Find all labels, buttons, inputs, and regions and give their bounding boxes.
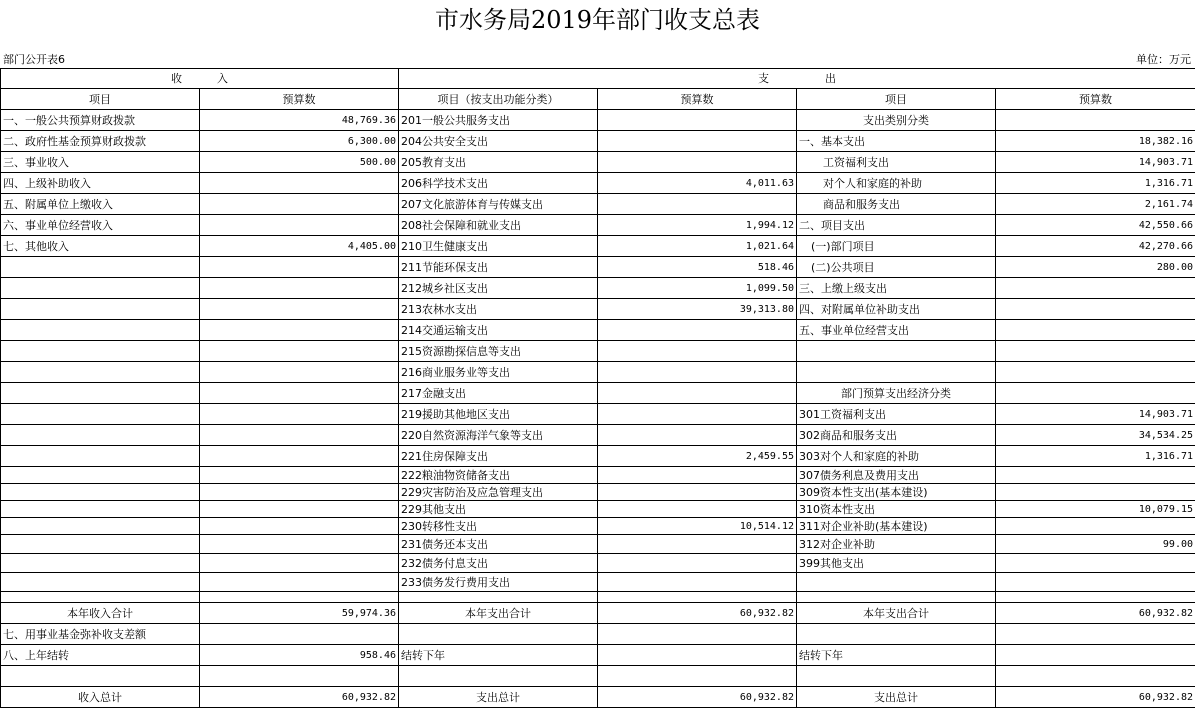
econ-item-value: 1,316.71 — [996, 173, 1195, 194]
func-item-value — [598, 425, 797, 446]
func-item-value: 1,994.12 — [598, 215, 797, 236]
income-item-label — [1, 467, 200, 484]
func-item-value — [598, 467, 797, 484]
table-row — [1, 404, 1195, 425]
econ-item-label: 四、对附属单位补助支出 — [797, 299, 996, 320]
econ-item-label: 310资本性支出 — [797, 501, 996, 518]
econ-item-value: 18,382.16 — [996, 131, 1195, 152]
econ-item-value: 1,316.71 — [996, 446, 1195, 467]
expense-grand-total-label: 支出总计 — [399, 687, 598, 708]
econ-item-value — [996, 362, 1195, 383]
func-item-value — [598, 484, 797, 501]
income-grand-total-label: 收入总计 — [1, 687, 200, 708]
col-header-item-func: 项目（按支出功能分类） — [399, 89, 598, 110]
econ-item-value: 14,903.71 — [996, 404, 1195, 425]
func-item-value — [598, 362, 797, 383]
col-header-budget: 预算数 — [598, 89, 797, 110]
income-item-value — [200, 173, 399, 194]
func-item-label: 220自然资源海洋气象等支出 — [399, 425, 598, 446]
econ-item-value — [996, 484, 1195, 501]
func-item-label: 210卫生健康支出 — [399, 236, 598, 257]
func-item-label: 215资源勘探信息等支出 — [399, 341, 598, 362]
econ-item-label: 二、项目支出 — [797, 215, 996, 236]
econ-item-label: 部门预算支出经济分类 — [797, 383, 996, 404]
unit-label: 单位：万元 — [1136, 53, 1191, 66]
econ-item-value: 2,161.74 — [996, 194, 1195, 215]
econ-item-value — [996, 467, 1195, 484]
expense-year-total-value: 60,932.82 — [996, 603, 1195, 624]
econ-item-value — [996, 383, 1195, 404]
func-item-value: 1,021.64 — [598, 236, 797, 257]
table-row — [1, 299, 1195, 320]
econ-item-value — [996, 573, 1195, 592]
income-expense-table — [0, 68, 1195, 708]
fund-gap-label: 七、用事业基金弥补收支差额 — [1, 624, 200, 645]
func-item-label: 213农林水支出 — [399, 299, 598, 320]
func-item-value — [598, 383, 797, 404]
func-item-label: 219援助其他地区支出 — [399, 404, 598, 425]
func-item-value: 1,099.50 — [598, 278, 797, 299]
income-item-label: 二、政府性基金预算财政拨款 — [1, 131, 200, 152]
table-row — [1, 215, 1195, 236]
col-header-item: 项目 — [1, 89, 200, 110]
func-item-label: 230转移性支出 — [399, 518, 598, 535]
income-item-label: 五、附属单位上缴收入 — [1, 194, 200, 215]
table-row — [1, 425, 1195, 446]
income-item-value — [200, 257, 399, 278]
table-row — [1, 152, 1195, 173]
income-item-value — [200, 194, 399, 215]
func-item-value — [598, 320, 797, 341]
func-item-value — [598, 554, 797, 573]
income-item-value: 500.00 — [200, 152, 399, 173]
table-row — [1, 362, 1195, 383]
income-item-value — [200, 404, 399, 425]
func-item-value — [598, 152, 797, 173]
income-item-label — [1, 535, 200, 554]
func-item-value — [598, 341, 797, 362]
income-item-label — [1, 383, 200, 404]
func-item-label: 229其他支出 — [399, 501, 598, 518]
income-item-value — [200, 383, 399, 404]
econ-item-value: 10,079.15 — [996, 501, 1195, 518]
income-item-label — [1, 362, 200, 383]
income-item-label: 六、事业单位经营收入 — [1, 215, 200, 236]
table-row — [1, 383, 1195, 404]
econ-item-label: 303对个人和家庭的补助 — [797, 446, 996, 467]
func-item-label: 211节能环保支出 — [399, 257, 598, 278]
econ-item-value — [996, 554, 1195, 573]
econ-item-value: 99.00 — [996, 535, 1195, 554]
income-item-label — [1, 484, 200, 501]
income-item-label — [1, 554, 200, 573]
income-item-label — [1, 573, 200, 592]
econ-item-label: 399其他支出 — [797, 554, 996, 573]
carry-forward-label: 结转下年 — [399, 645, 598, 666]
table-row — [1, 535, 1195, 554]
income-item-value — [200, 299, 399, 320]
econ-item-value — [996, 299, 1195, 320]
col-header-budget: 预算数 — [996, 89, 1195, 110]
econ-item-value: 280.00 — [996, 257, 1195, 278]
income-item-value — [200, 341, 399, 362]
income-item-value — [200, 467, 399, 484]
econ-item-label: (二)公共项目 — [797, 257, 996, 278]
expense-year-total-label: 本年支出合计 — [797, 603, 996, 624]
income-item-value — [200, 501, 399, 518]
func-item-label: 233债务发行费用支出 — [399, 573, 598, 592]
func-item-value — [598, 404, 797, 425]
func-item-label: 217金融支出 — [399, 383, 598, 404]
income-item-label — [1, 299, 200, 320]
econ-item-label: 302商品和服务支出 — [797, 425, 996, 446]
econ-item-label: 309资本性支出(基本建设) — [797, 484, 996, 501]
econ-item-value — [996, 518, 1195, 535]
table-row — [1, 554, 1195, 573]
func-item-label: 208社会保障和就业支出 — [399, 215, 598, 236]
income-item-label — [1, 278, 200, 299]
form-number: 部门公开表6 — [3, 53, 65, 66]
econ-item-label: 312对企业补助 — [797, 535, 996, 554]
econ-item-value — [996, 110, 1195, 131]
income-item-label — [1, 404, 200, 425]
table-row — [1, 131, 1195, 152]
table-row — [1, 110, 1195, 131]
income-grand-total-value: 60,932.82 — [200, 687, 399, 708]
econ-item-label: 301工资福利支出 — [797, 404, 996, 425]
func-item-value: 10,514.12 — [598, 518, 797, 535]
table-row — [1, 573, 1195, 592]
income-item-value: 48,769.36 — [200, 110, 399, 131]
func-item-value: 2,459.55 — [598, 446, 797, 467]
income-year-total-value: 59,974.36 — [200, 603, 399, 624]
func-item-label: 207文化旅游体育与传媒支出 — [399, 194, 598, 215]
income-item-value: 6,300.00 — [200, 131, 399, 152]
income-item-value — [200, 535, 399, 554]
func-item-label: 232债务付息支出 — [399, 554, 598, 573]
func-item-label: 205教育支出 — [399, 152, 598, 173]
income-item-value — [200, 425, 399, 446]
econ-item-value: 42,550.66 — [996, 215, 1195, 236]
expense-grand-total-value: 60,932.82 — [598, 687, 797, 708]
econ-item-label: 五、事业单位经营支出 — [797, 320, 996, 341]
income-item-value — [200, 215, 399, 236]
income-section-header: 收 入 — [1, 69, 399, 89]
func-item-value — [598, 573, 797, 592]
econ-item-label — [797, 573, 996, 592]
func-item-value: 518.46 — [598, 257, 797, 278]
func-item-value — [598, 131, 797, 152]
econ-item-label: 一、基本支出 — [797, 131, 996, 152]
func-item-label: 216商业服务业等支出 — [399, 362, 598, 383]
income-item-value — [200, 484, 399, 501]
func-item-value — [598, 110, 797, 131]
func-item-value: 4,011.63 — [598, 173, 797, 194]
expense-grand-total-label: 支出总计 — [797, 687, 996, 708]
income-item-value — [200, 554, 399, 573]
econ-item-label: 工资福利支出 — [797, 152, 996, 173]
income-item-label: 四、上级补助收入 — [1, 173, 200, 194]
func-item-label: 206科学技术支出 — [399, 173, 598, 194]
func-item-label: 221住房保障支出 — [399, 446, 598, 467]
income-item-label — [1, 257, 200, 278]
income-item-value: 4,405.00 — [200, 236, 399, 257]
expense-year-total-label: 本年支出合计 — [399, 603, 598, 624]
func-item-label: 231债务还本支出 — [399, 535, 598, 554]
income-item-label — [1, 518, 200, 535]
income-item-value — [200, 362, 399, 383]
econ-item-value — [996, 341, 1195, 362]
econ-item-value: 14,903.71 — [996, 152, 1195, 173]
income-item-label: 七、其他收入 — [1, 236, 200, 257]
income-item-label: 三、事业收入 — [1, 152, 200, 173]
econ-item-label: (一)部门项目 — [797, 236, 996, 257]
econ-item-value — [996, 320, 1195, 341]
func-item-value — [598, 194, 797, 215]
table-row — [1, 278, 1195, 299]
func-item-label: 222粮油物资储备支出 — [399, 467, 598, 484]
econ-item-value: 34,534.25 — [996, 425, 1195, 446]
page-title: 市水务局2019年部门收支总表 — [434, 6, 761, 34]
func-item-label: 212城乡社区支出 — [399, 278, 598, 299]
econ-item-label: 307债务利息及费用支出 — [797, 467, 996, 484]
table-row — [1, 467, 1195, 484]
income-item-label — [1, 320, 200, 341]
econ-item-label: 支出类别分类 — [797, 110, 996, 131]
econ-item-value — [996, 278, 1195, 299]
income-item-label: 一、一般公共预算财政拨款 — [1, 110, 200, 131]
func-item-label: 229灾害防治及应急管理支出 — [399, 484, 598, 501]
table-row — [1, 518, 1195, 535]
econ-item-label: 对个人和家庭的补助 — [797, 173, 996, 194]
income-item-label — [1, 446, 200, 467]
income-year-total-label: 本年收入合计 — [1, 603, 200, 624]
income-item-value — [200, 278, 399, 299]
econ-item-label: 三、上缴上级支出 — [797, 278, 996, 299]
prev-balance-label: 八、上年结转 — [1, 645, 200, 666]
income-item-value — [200, 573, 399, 592]
func-item-value — [598, 535, 797, 554]
table-row — [1, 236, 1195, 257]
col-header-item: 项目 — [797, 89, 996, 110]
func-item-label: 214交通运输支出 — [399, 320, 598, 341]
table-row — [1, 257, 1195, 278]
func-item-label: 201一般公共服务支出 — [399, 110, 598, 131]
func-item-value — [598, 501, 797, 518]
econ-item-label — [797, 362, 996, 383]
econ-item-value: 42,270.66 — [996, 236, 1195, 257]
econ-item-label: 商品和服务支出 — [797, 194, 996, 215]
income-item-value — [200, 446, 399, 467]
func-item-label: 204公共安全支出 — [399, 131, 598, 152]
table-row — [1, 320, 1195, 341]
income-item-value — [200, 518, 399, 535]
prev-balance-value: 958.46 — [200, 645, 399, 666]
table-row — [1, 173, 1195, 194]
col-header-budget: 预算数 — [200, 89, 399, 110]
income-item-value — [200, 320, 399, 341]
expense-year-total-value: 60,932.82 — [598, 603, 797, 624]
econ-item-label: 311对企业补助(基本建设) — [797, 518, 996, 535]
income-item-label — [1, 341, 200, 362]
expense-section-header: 支 出 — [399, 69, 1195, 89]
table-row — [1, 484, 1195, 501]
table-row — [1, 501, 1195, 518]
econ-item-label — [797, 341, 996, 362]
func-item-value: 39,313.80 — [598, 299, 797, 320]
income-item-label — [1, 501, 200, 518]
table-row — [1, 446, 1195, 467]
table-row — [1, 341, 1195, 362]
income-item-label — [1, 425, 200, 446]
expense-grand-total-value: 60,932.82 — [996, 687, 1195, 708]
carry-forward-label: 结转下年 — [797, 645, 996, 666]
table-row — [1, 194, 1195, 215]
